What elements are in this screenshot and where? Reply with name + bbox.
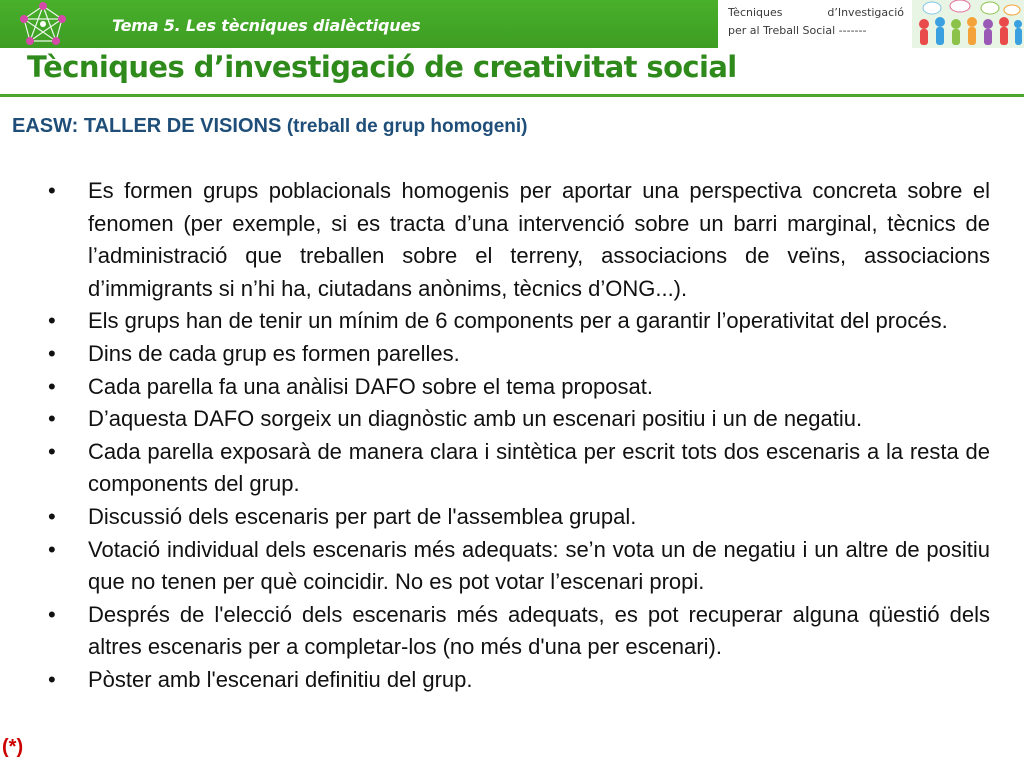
bullet-text: Els grups han de tenir un mínim de 6 components per a garantir l’operativitat del procés. bbox=[88, 308, 948, 334]
bullet-dot: • bbox=[48, 601, 56, 627]
bullet-text: Votació individual dels escenaris més adequats: se’n vota un de negatiu i un altre de positiu que no tenen per què coincidir. No es pot votar l’escenari propi. bbox=[88, 536, 990, 595]
bullet-text: Discussió dels escenaris per part de l'assemblea grupal. bbox=[88, 503, 637, 529]
bullet-dot: • bbox=[48, 373, 56, 399]
course-subtitle-word2: d’Investigació bbox=[827, 6, 904, 19]
bullet-dot: • bbox=[48, 178, 56, 203]
section-heading-main: EASW: TALLER DE VISIONS bbox=[12, 115, 282, 137]
bullet-text: Després de l'elecció dels escenaris més adequats, es pot recuperar alguna qüestió dels altres escenaris per a completar-los (no més d'una per escenari). bbox=[88, 601, 990, 660]
slide-title: Tècniques d’investigació de creativitat social bbox=[27, 50, 737, 84]
bullet-text: Cada parella fa una anàlisi DAFO sobre el tema proposat. bbox=[88, 373, 653, 399]
bullet-dot: • bbox=[48, 438, 56, 464]
bullet-item bbox=[48, 305, 990, 338]
header-bar bbox=[0, 0, 1024, 48]
bullet-list bbox=[48, 175, 990, 697]
bullet-item bbox=[48, 534, 990, 599]
section-heading bbox=[12, 115, 528, 138]
course-subtitle bbox=[728, 4, 904, 40]
course-subtitle-word1: Tècniques bbox=[728, 6, 783, 19]
bullet-item bbox=[48, 175, 990, 305]
bullet-item bbox=[48, 403, 990, 436]
bullet-dot: • bbox=[48, 340, 56, 366]
bullet-text: Cada parella exposarà de manera clara i sintètica per escrit tots dos escenaris a la resta de components del grup. bbox=[88, 438, 990, 497]
section-heading-sub: (treball de grup homogeni) bbox=[286, 116, 528, 137]
bullet-dot: • bbox=[48, 536, 56, 562]
topic-label: Tema 5. Les tècniques dialèctiques bbox=[112, 16, 421, 35]
bullet-text: Dins de cada grup es formen parelles. bbox=[88, 340, 460, 366]
bullet-item bbox=[48, 436, 990, 501]
footnote-mark: (*) bbox=[2, 736, 24, 758]
bullet-item bbox=[48, 501, 990, 534]
bullet-item bbox=[48, 599, 990, 664]
bullet-text: D’aquesta DAFO sorgeix un diagnòstic amb un escenari positiu i un de negatiu. bbox=[88, 406, 863, 432]
bullet-text: Es formen grups poblacionals homogenis per aportar una perspectiva concreta sobre el fenomen (per exemple, si es tracta d’una intervenció sobre un barri marginal, tècnics de l’administració que treballen sobre el terreny, associacions de veïns, associacions d’immigrants si n’hi ha, ciutadans anònims, tècnics d’ONG...). bbox=[88, 178, 990, 301]
bullet-item bbox=[48, 371, 990, 404]
people-speech-bubbles-icon bbox=[912, 0, 1024, 48]
bullet-dot: • bbox=[48, 503, 56, 529]
bullet-item bbox=[48, 338, 990, 371]
bullet-item bbox=[48, 664, 990, 697]
title-divider bbox=[0, 94, 1024, 97]
bullet-text: Pòster amb l'escenari definitiu del grup. bbox=[88, 666, 473, 692]
bullet-dot: • bbox=[48, 666, 56, 692]
bullet-dot: • bbox=[48, 406, 56, 432]
course-subtitle-line2: per al Treball Social ------- bbox=[728, 24, 867, 37]
network-nodes-icon bbox=[2, 1, 84, 47]
bullet-dot: • bbox=[48, 308, 56, 334]
